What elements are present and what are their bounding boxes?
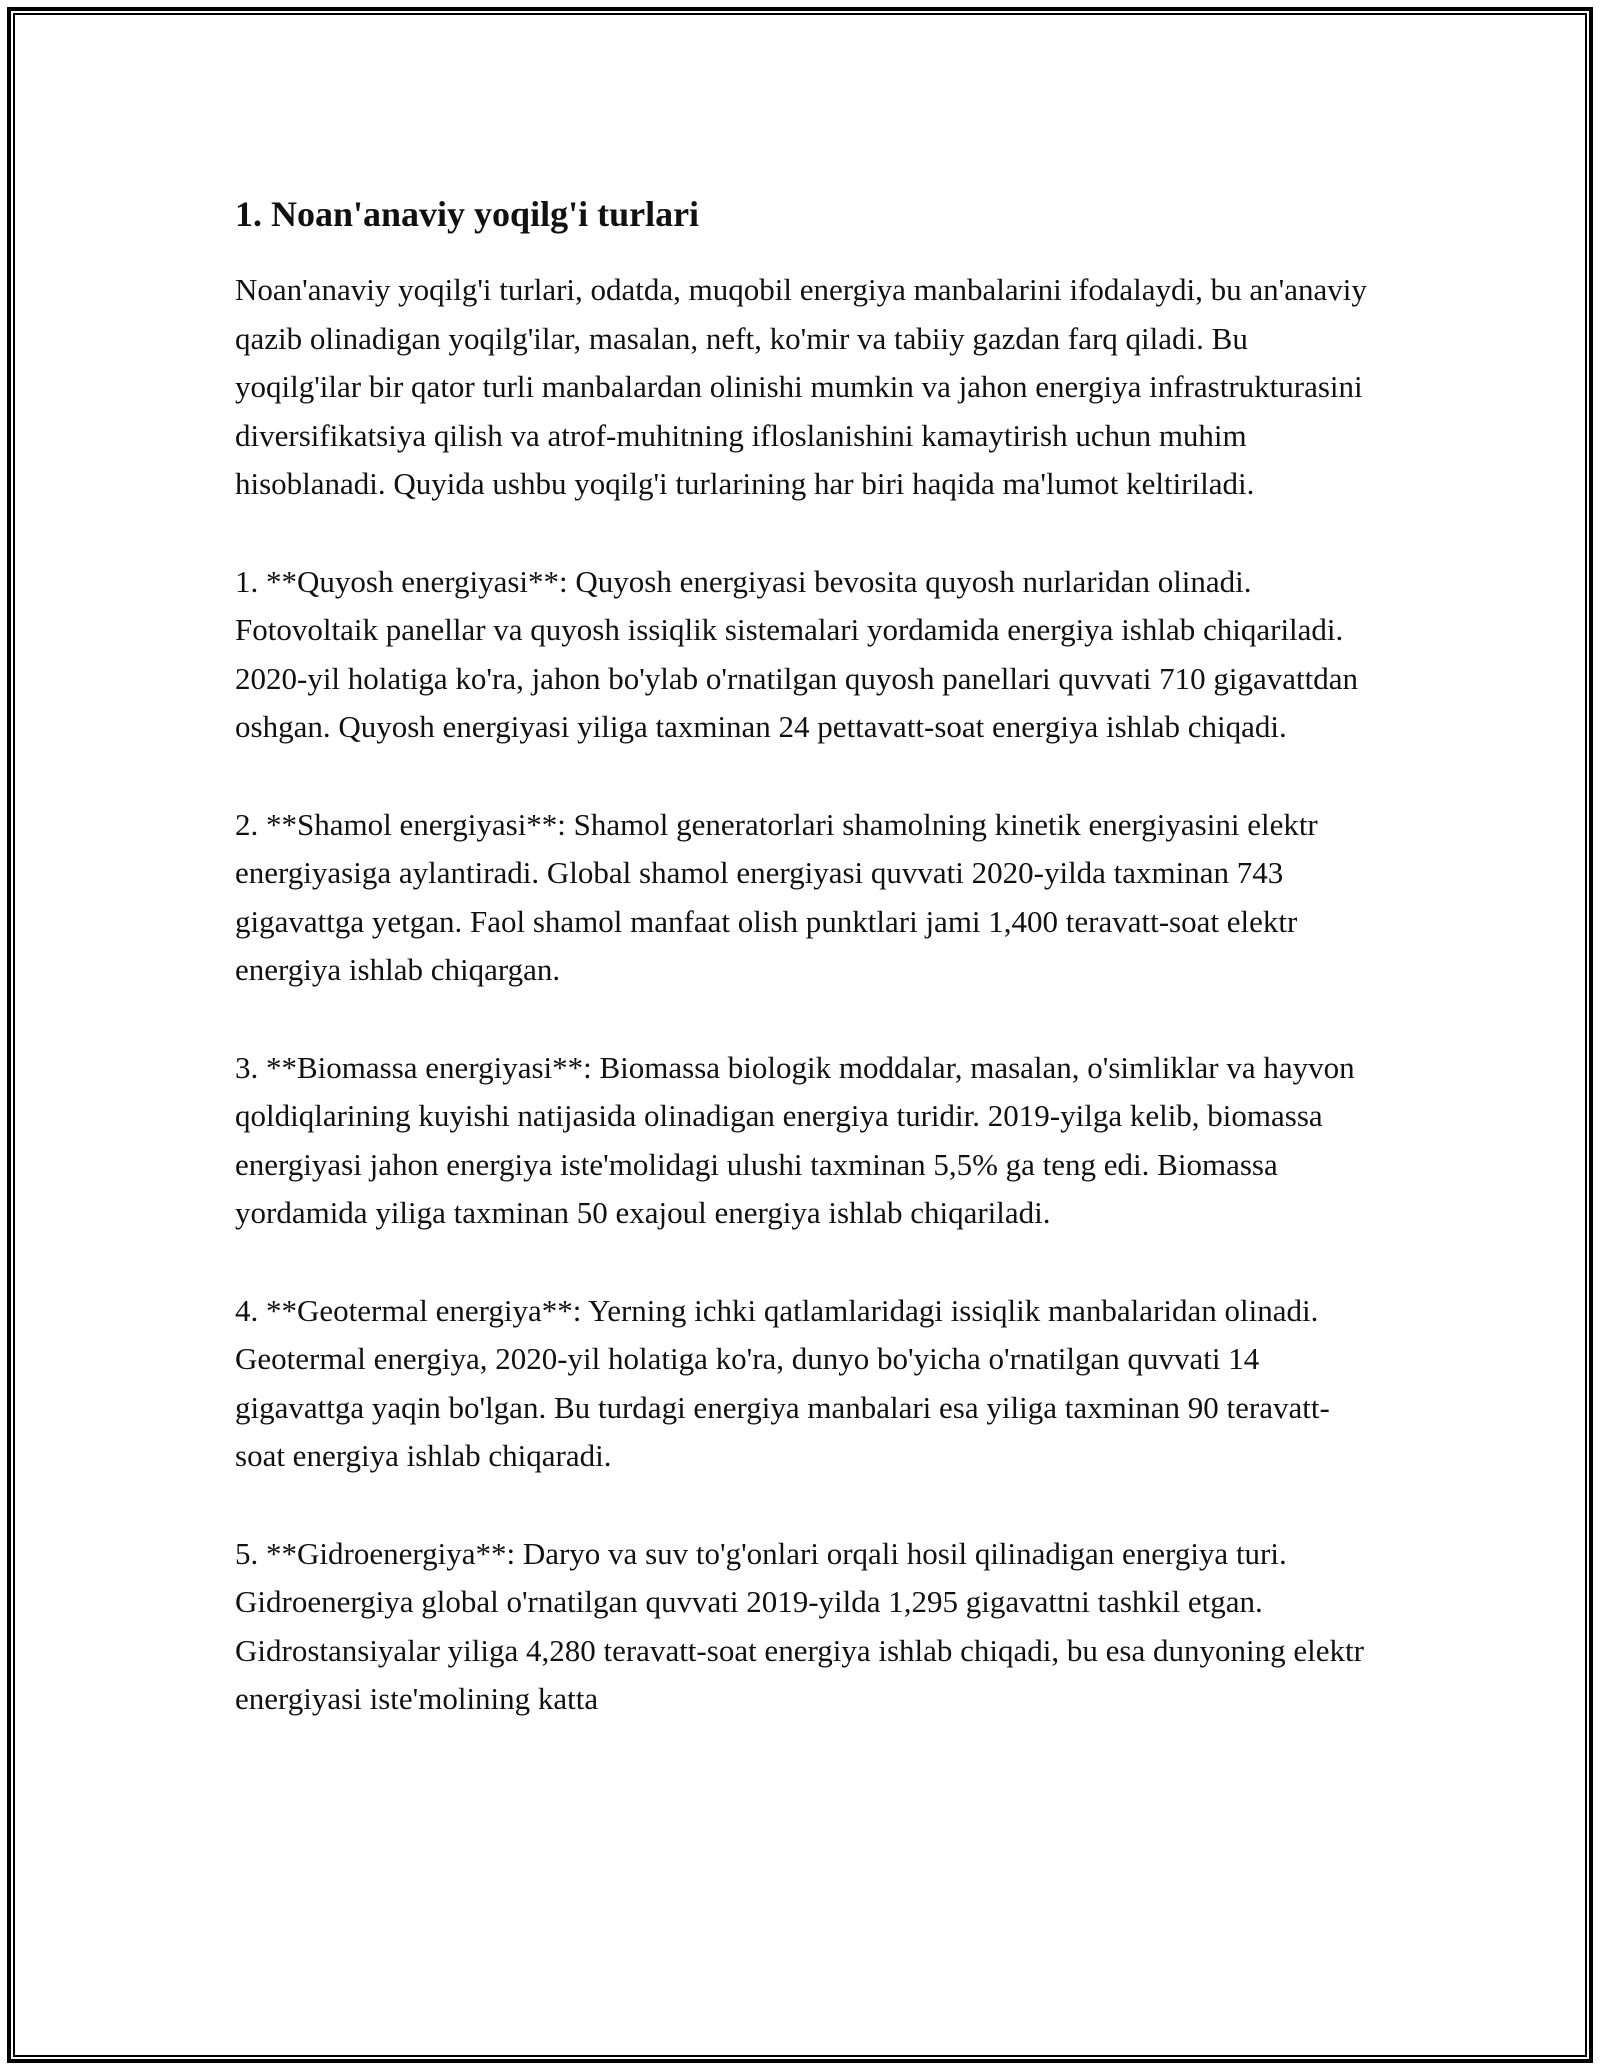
solar-energy-paragraph: 1. **Quyosh energiyasi**: Quyosh energiyasi bevosita quyosh nurlaridan olinadi. Fotovoltaik panellar va quyosh issiqlik sistemalari yordamida energiya ishlab chiqariladi. 2020-yil holatiga ko'ra, jahon bo'ylab o'rnatilgan quyosh panellari quvvati 710 gigavattdan oshgan. Quyosh energiyasi yiliga taxminan 24 pettavatt-soat energiya ishlab chiqadi.	[235, 563, 1359, 744]
intro-paragraph: Noan'anaviy yoqilg'i turlari, odatda, muqobil energiya manbalarini ifodalaydi, bu an'anaviy qazib olinadigan yoqilg'ilar, masalan, neft, ko'mir va tabiiy gazdan farq qiladi. Bu yoqilg'ilar bir qator turli manbalardan olinishi mumkin va jahon energiya infrastrukturasini diversifikatsiya qilish va atrof-muhitning ifloslanishini kamaytirish uchun muhim hisoblanadi. Quyida ushbu yoqilg'i turlarining har biri haqida ma'lumot keltiriladi.	[235, 272, 1367, 501]
geothermal-energy-paragraph: 4. **Geotermal energiya**: Yerning ichki qatlamlaridagi issiqlik manbalaridan olinadi. Geotermal energiya, 2020-yil holatiga ko'ra, dunyo bo'yicha o'rnatilgan quvvati 14 gigavattga yaqin bo'lgan. Bu turdagi energiya manbalari esa yiliga taxminan 90 teravatt-soat energiya ishlab chiqaradi.	[235, 1292, 1330, 1473]
document-body	[235, 188, 1375, 1773]
biomass-energy-paragraph: 3. **Biomassa energiyasi**: Biomassa biologik moddalar, masalan, o'simliklar va hayvon qoldiqlarining kuyishi natijasida olinadigan energiya turidir. 2019-yilga kelib, biomassa energiyasi jahon energiya iste'molidagi ulushi taxminan 5,5% ga teng edi. Biomassa yordamida yiliga taxminan 50 exajoul energiya ishlab chiqariladi.	[235, 1049, 1355, 1230]
section-heading: 1. Noan'anaviy yoqilg'i turlari	[235, 194, 700, 234]
hydro-energy-paragraph: 5. **Gidroenergiya**: Daryo va suv to'g'onlari orqali hosil qilinadigan energiya turi. Gidroenergiya global o'rnatilgan quvvati 2019-yilda 1,295 gigavattni tashkil etgan. Gidrostansiyalar yiliga 4,280 teravatt-soat energiya ishlab chiqadi, bu esa dunyoning elektr energiyasi iste'molining katta	[235, 1535, 1364, 1716]
wind-energy-paragraph: 2. **Shamol energiyasi**: Shamol generatorlari shamolning kinetik energiyasini elektr energiyasiga aylantiradi. Global shamol energiyasi quvvati 2020-yilda taxminan 743 gigavattga yetgan. Faol shamol manfaat olish punktlari jami 1,400 teravatt-soat elektr energiya ishlab chiqargan.	[235, 806, 1318, 987]
